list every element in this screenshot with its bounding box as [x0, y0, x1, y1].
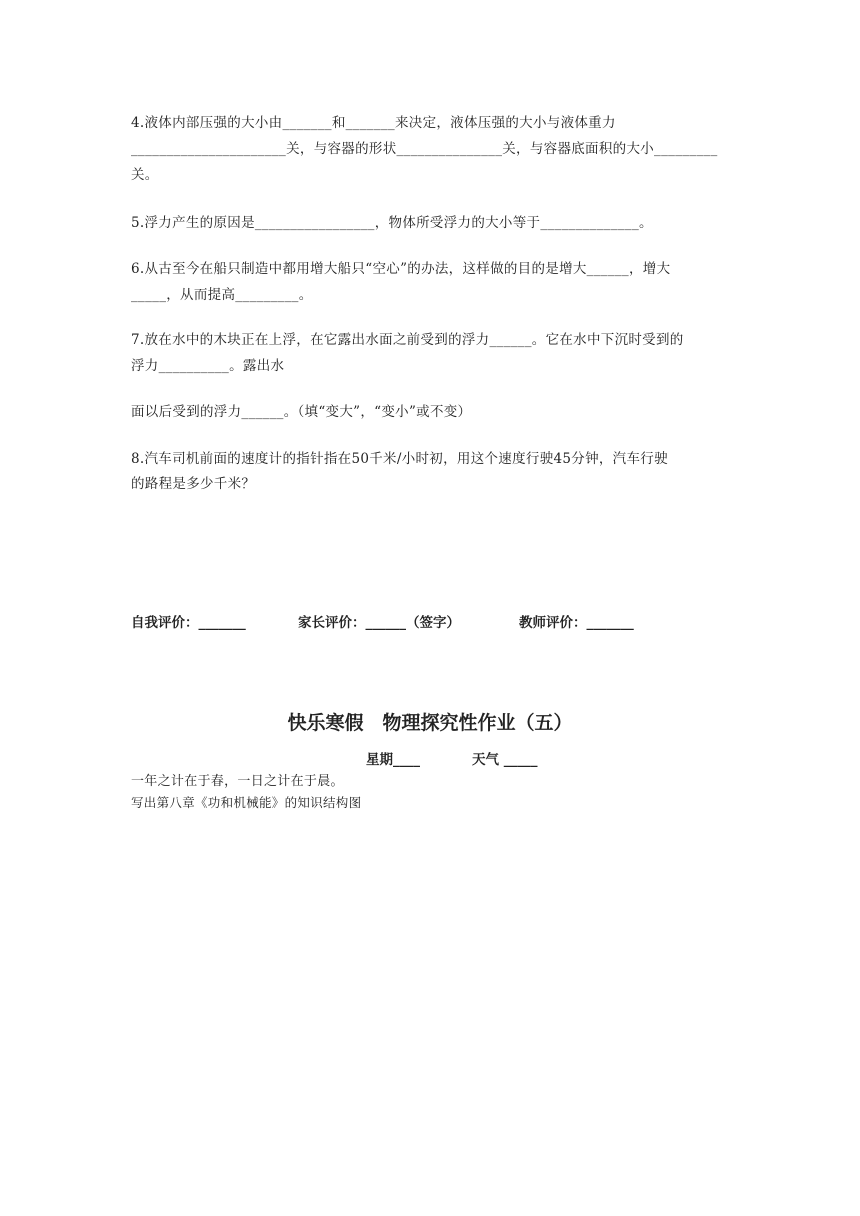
- teacher-evaluation: 教师评价：_______: [519, 615, 634, 631]
- question-5: 5.浮力产生的原因是_________________，物体所受浮力的大小等于______________。: [131, 215, 653, 231]
- question-4-line-3: 关。: [131, 167, 159, 183]
- question-4-line-1: 4.液体内部压强的大小由_______和_______来决定，液体压强的大小与液体重力: [131, 115, 616, 131]
- parent-evaluation: 家长评价：______（签字）: [298, 615, 460, 631]
- weekday-label: 星期____: [366, 752, 420, 768]
- page-title: 快乐寒假 物理探究性作业（五）: [287, 712, 573, 734]
- question-8-line-1: 8.汽车司机前面的速度计的指针指在50千米/小时初，用这个速度行驶45分钟，汽车行驶: [131, 451, 668, 467]
- question-7-line-2: 浮力__________。露出水: [131, 358, 285, 374]
- question-8-line-2: 的路程是多少千米？: [131, 476, 256, 492]
- self-evaluation: 自我评价：_______: [131, 615, 246, 631]
- question-6-line-1: 6.从古至今在船只制造中都用增大船只“空心”的办法，这样做的目的是增大______，增大: [131, 261, 671, 277]
- question-4-line-2: ______________________关，与容器的形状_______________关，与容器底面积的大小_________: [131, 141, 718, 157]
- instruction: 写出第八章《功和机械能》的知识结构图: [131, 795, 362, 810]
- motto: 一年之计在于春，一日之计在于晨。: [131, 774, 344, 789]
- question-6-line-2: _____，从而提高_________。: [131, 287, 313, 303]
- weather-label: 天气 _____: [472, 752, 538, 768]
- question-7-line-3: 面以后受到的浮力______。（填“变大”，“变小”或不变）: [131, 404, 472, 420]
- question-7-line-1: 7.放在水中的木块正在上浮，在它露出水面之前受到的浮力______。它在水中下沉时受到的: [131, 332, 684, 348]
